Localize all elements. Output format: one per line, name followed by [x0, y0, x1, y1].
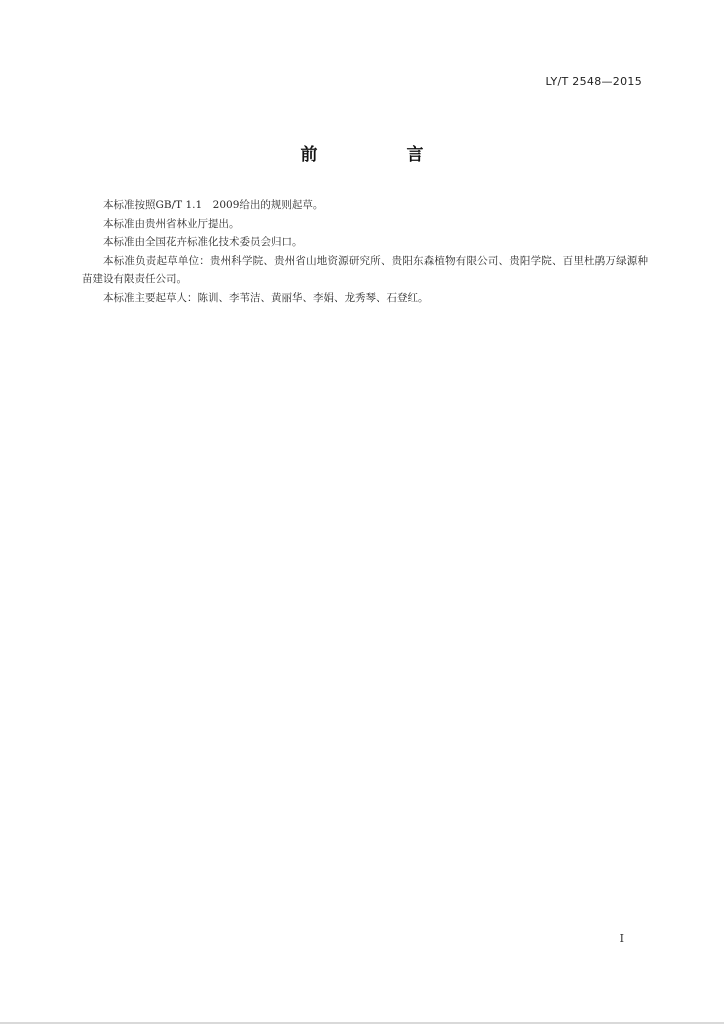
foreword-body — [82, 196, 648, 307]
paragraph-drafting-rules: 本标准按照GB/T 1.1 2009给出的规则起草。 — [103, 199, 324, 211]
paragraph-proposer: 本标准由贵州省林业厅提出。 — [103, 217, 240, 230]
section-title-foreword: 前 言 — [300, 145, 460, 165]
standard-code: LY/T 2548—2015 — [545, 75, 642, 88]
paragraph-main-drafters: 本标准主要起草人：陈训、李苇洁、黄丽华、李娟、龙秀琴、石登红。 — [103, 291, 429, 304]
paragraph-drafting-organizations: 本标准负责起草单位：贵州科学院、贵州省山地资源研究所、贵阳东森植物有限公司、贵阳学院、百里杜鹃万绿源种苗建设有限责任公司。 — [82, 254, 648, 285]
page-number: I — [619, 932, 624, 945]
paragraph-responsible-committee: 本标准由全国花卉标准化技术委员会归口。 — [103, 236, 303, 248]
